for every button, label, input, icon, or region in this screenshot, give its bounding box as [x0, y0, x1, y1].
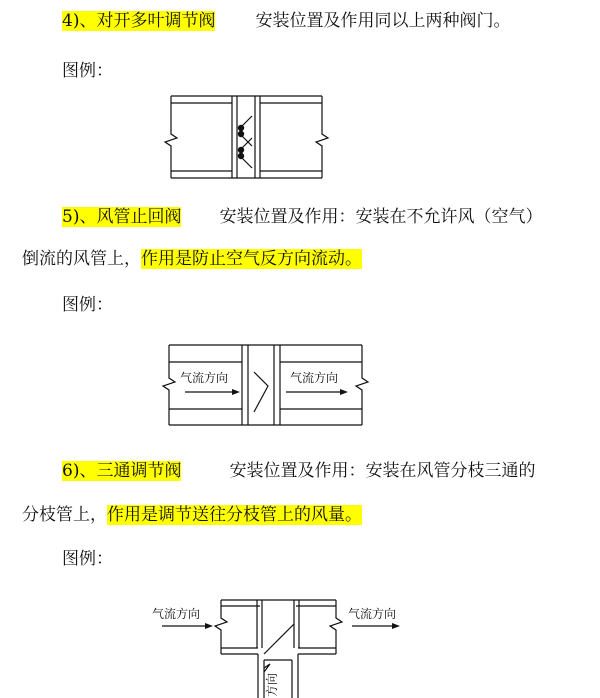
section5-desc-highlight: 作用是防止空气反方向流动。	[141, 249, 362, 269]
flow-direction-left: 气流方向	[152, 607, 201, 621]
section5-desc-plain: 倒流的风管上，	[22, 249, 141, 269]
section6-desc-highlight: 作用是调节送往分枝管上的风量。	[107, 505, 362, 525]
section6-desc-plain: 分枝管上，	[22, 505, 107, 525]
diverter-blade	[264, 624, 294, 654]
section6-legend-label: 图例：	[62, 549, 113, 569]
section5-title: 5)、风管止回阀	[62, 207, 182, 227]
section6-description-line1: 安装位置及作用：安装在风管分枝三通的	[229, 461, 536, 481]
duct-break-left	[215, 600, 227, 654]
flow-direction-right: 气流方向	[348, 607, 397, 621]
flow-direction-right: 气流方向	[290, 371, 339, 385]
duct-break-right	[330, 600, 342, 654]
section4-description: 安装位置及作用同以上两种阀门。	[255, 11, 511, 31]
section6-title: 6)、三通调节阀	[62, 461, 182, 481]
section5-legend-label: 图例：	[62, 295, 113, 315]
flow-arrow-right-icon	[392, 623, 400, 629]
section5-description-line1: 安装位置及作用：安装在不允许风（空气）	[219, 207, 543, 227]
flow-arrow-left-icon	[205, 623, 213, 629]
section4-title: 4)、对开多叶调节阀	[62, 11, 216, 31]
flow-direction-branch: 方向	[265, 672, 279, 697]
section4-legend-label: 图例：	[62, 61, 113, 81]
flow-direction-left: 气流方向	[180, 371, 229, 385]
